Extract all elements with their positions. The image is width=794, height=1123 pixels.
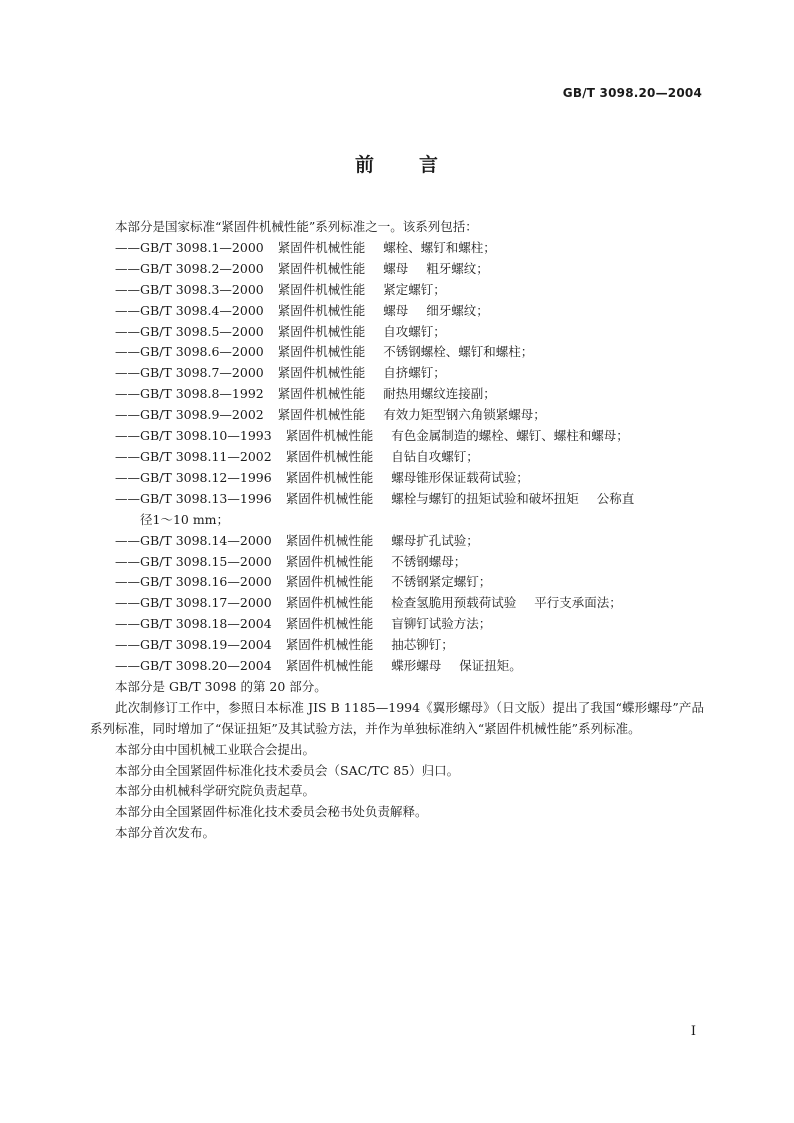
item-subtitle: 螺母	[383, 302, 409, 318]
series-item	[90, 384, 704, 405]
foreword-body	[90, 217, 704, 844]
series-item	[90, 572, 704, 593]
item-name: 紧固件机械性能	[285, 428, 374, 444]
item-name: 紧固件机械性能	[277, 239, 366, 255]
item-name: 紧固件机械性能	[285, 637, 374, 653]
item-code: ——GB/T 3098.10—1993	[115, 428, 272, 444]
item-code: ——GB/T 3098.19—2004	[115, 637, 272, 653]
item-code: ——GB/T 3098.3—2000	[115, 281, 264, 297]
series-item	[90, 635, 704, 656]
item-subtitle: 螺栓与螺钉的扭矩试验和破坏扭矩	[391, 490, 579, 506]
item-code: ——GB/T 3098.4—2000	[115, 302, 264, 318]
item-subtitle: 有效力矩型钢六角锁紧螺母；	[383, 407, 546, 423]
series-item	[90, 280, 704, 301]
title-char-1: 前	[354, 154, 375, 176]
item-name: 紧固件机械性能	[277, 386, 366, 402]
series-list	[90, 238, 704, 677]
item-name: 紧固件机械性能	[285, 532, 374, 548]
item-subtitle: 螺母	[383, 260, 409, 276]
item-subtitle: 耐热用螺纹连接副；	[383, 386, 496, 402]
title-char-2: 言	[419, 154, 440, 176]
item-subtitle: 不锈钢螺母；	[391, 553, 467, 569]
item-extra: 平行支承面法；	[534, 595, 622, 611]
item-subtitle: 蝶形螺母	[391, 658, 442, 674]
item-extra: 粗牙螺纹；	[426, 260, 489, 276]
page-number: I	[690, 1024, 696, 1039]
series-item	[90, 363, 704, 384]
item-subtitle: 检查氢脆用预载荷试验	[391, 595, 517, 611]
item-code: ——GB/T 3098.8—1992	[115, 386, 264, 402]
series-item	[90, 531, 704, 552]
series-item	[90, 259, 704, 280]
item-extra: 保证扭矩。	[459, 658, 522, 674]
item-extra: 公称直	[596, 490, 635, 506]
item-name: 紧固件机械性能	[277, 407, 366, 423]
item-code: ——GB/T 3098.5—2000	[115, 323, 264, 339]
proposer-paragraph: 本部分由中国机械工业联合会提出。	[115, 741, 316, 757]
item-code: ——GB/T 3098.6—2000	[115, 344, 264, 360]
page-title	[0, 150, 794, 177]
item-code: ——GB/T 3098.12—1996	[115, 469, 272, 485]
part-statement: 本部分是 GB/T 3098 的第 20 部分。	[115, 678, 327, 694]
item-subtitle: 螺母扩孔试验；	[391, 532, 479, 548]
item-code: ——GB/T 3098.13—1996	[115, 490, 272, 506]
item-name: 紧固件机械性能	[285, 616, 374, 632]
item-name: 紧固件机械性能	[277, 323, 366, 339]
committee-paragraph: 本部分由全国紧固件标准化技术委员会（SAC/TC 85）归口。	[115, 762, 460, 778]
item-code: ——GB/T 3098.18—2004	[115, 616, 272, 632]
standard-number: GB/T 3098.20—2004	[562, 86, 702, 100]
item-name: 紧固件机械性能	[285, 574, 374, 590]
item-name: 紧固件机械性能	[277, 260, 366, 276]
item-code: ——GB/T 3098.20—2004	[115, 658, 272, 674]
item-subtitle: 抽芯铆钉；	[391, 637, 454, 653]
item-name: 紧固件机械性能	[285, 469, 374, 485]
item-subtitle: 盲铆钉试验方法；	[391, 616, 492, 632]
series-item	[90, 447, 704, 468]
item-subtitle: 螺栓、螺钉和螺柱；	[383, 239, 496, 255]
series-item	[90, 405, 704, 426]
series-item	[90, 656, 704, 677]
series-item	[90, 593, 704, 614]
series-item	[90, 426, 704, 447]
item-subtitle: 不锈钢螺栓、螺钉和螺柱；	[383, 344, 534, 360]
drafter-paragraph: 本部分由机械科学研究院负责起草。	[115, 783, 316, 799]
item-code: ——GB/T 3098.1—2000	[115, 239, 264, 255]
item-name: 紧固件机械性能	[285, 658, 374, 674]
interpretation-paragraph: 本部分由全国紧固件标准化技术委员会秘书处负责解释。	[115, 804, 428, 820]
series-item	[90, 342, 704, 363]
item-code: ——GB/T 3098.7—2000	[115, 365, 264, 381]
item-code: ——GB/T 3098.14—2000	[115, 532, 272, 548]
item-name: 紧固件机械性能	[277, 344, 366, 360]
item-subtitle: 不锈钢紧定螺钉；	[391, 574, 492, 590]
series-item	[90, 238, 704, 259]
series-item	[90, 552, 704, 573]
item-code: ——GB/T 3098.2—2000	[115, 260, 264, 276]
item-code: ——GB/T 3098.16—2000	[115, 574, 272, 590]
series-item	[90, 322, 704, 343]
item-name: 紧固件机械性能	[285, 490, 374, 506]
series-item	[90, 301, 704, 322]
item-subtitle: 紧定螺钉；	[383, 281, 446, 297]
item-subtitle: 有色金属制造的螺栓、螺钉、螺柱和螺母；	[391, 428, 629, 444]
series-item	[90, 468, 704, 489]
item-name: 紧固件机械性能	[285, 595, 374, 611]
intro-paragraph: 本部分是国家标准“紧固件机械性能”系列标准之一。该系列包括：	[115, 219, 478, 234]
series-item	[90, 614, 704, 635]
revision-paragraph: 此次制修订工作中，参照日本标准 JIS B 1185—1994《翼形螺母》（日文版）提出了我国“蝶形螺母”产品系列标准，同时增加了“保证扭矩”及其试验方法，并作为单独标准纳入“紧固件机械性能”系列标准。	[90, 699, 704, 736]
item-name: 紧固件机械性能	[285, 448, 374, 464]
item-subtitle: 螺母锥形保证载荷试验；	[391, 469, 529, 485]
item-code: ——GB/T 3098.15—2000	[115, 553, 272, 569]
series-item	[90, 489, 704, 510]
item-code: ——GB/T 3098.17—2000	[115, 595, 272, 611]
item-name: 紧固件机械性能	[277, 365, 366, 381]
item-subtitle: 自钻自攻螺钉；	[391, 448, 479, 464]
series-item-continuation: 径1～10 mm；	[140, 511, 230, 527]
item-name: 紧固件机械性能	[277, 302, 366, 318]
item-name: 紧固件机械性能	[285, 553, 374, 569]
item-subtitle: 自挤螺钉；	[383, 365, 446, 381]
item-code: ——GB/T 3098.11—2002	[115, 448, 272, 464]
release-paragraph: 本部分首次发布。	[115, 825, 216, 841]
item-code: ——GB/T 3098.9—2002	[115, 407, 264, 423]
item-subtitle: 自攻螺钉；	[383, 323, 446, 339]
item-extra: 细牙螺纹；	[426, 302, 489, 318]
item-name: 紧固件机械性能	[277, 281, 366, 297]
